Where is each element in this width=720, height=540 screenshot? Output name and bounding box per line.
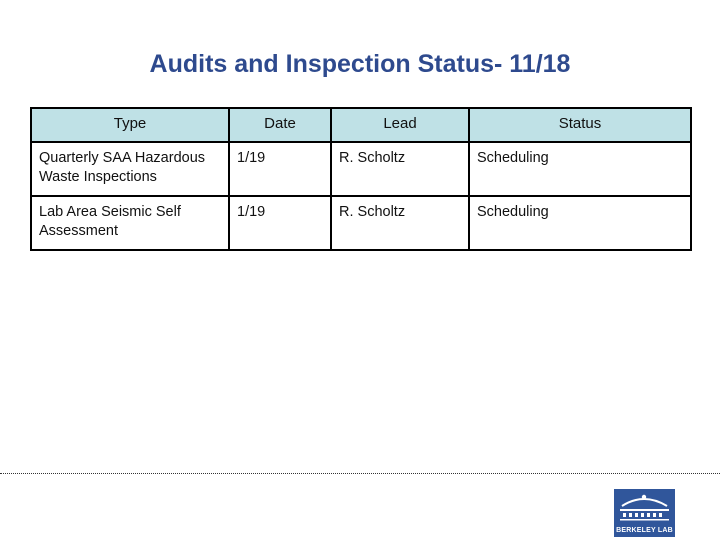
column-header-date: Date	[229, 108, 331, 142]
column-header-lead: Lead	[331, 108, 469, 142]
cell-date: 1/19	[229, 142, 331, 196]
berkeley-lab-logo	[614, 489, 675, 537]
page-title: Audits and Inspection Status- 11/18	[149, 50, 571, 78]
table-row	[31, 196, 691, 250]
cell-status: Scheduling	[469, 196, 691, 250]
berkeley-lab-logo-icon	[614, 489, 675, 525]
column-header-type: Type	[31, 108, 229, 142]
cell-type: Quarterly SAA Hazardous Waste Inspections	[31, 142, 229, 196]
cell-status: Scheduling	[469, 142, 691, 196]
table-row	[31, 142, 691, 196]
footer-divider	[0, 473, 720, 474]
status-table	[30, 107, 692, 251]
cell-date: 1/19	[229, 196, 331, 250]
table-header-row	[31, 108, 691, 142]
cell-type: Lab Area Seismic Self Assessment	[31, 196, 229, 250]
logo-text: BERKELEY LAB	[616, 527, 673, 534]
column-header-status: Status	[469, 108, 691, 142]
cell-lead: R. Scholtz	[331, 196, 469, 250]
cell-lead: R. Scholtz	[331, 142, 469, 196]
